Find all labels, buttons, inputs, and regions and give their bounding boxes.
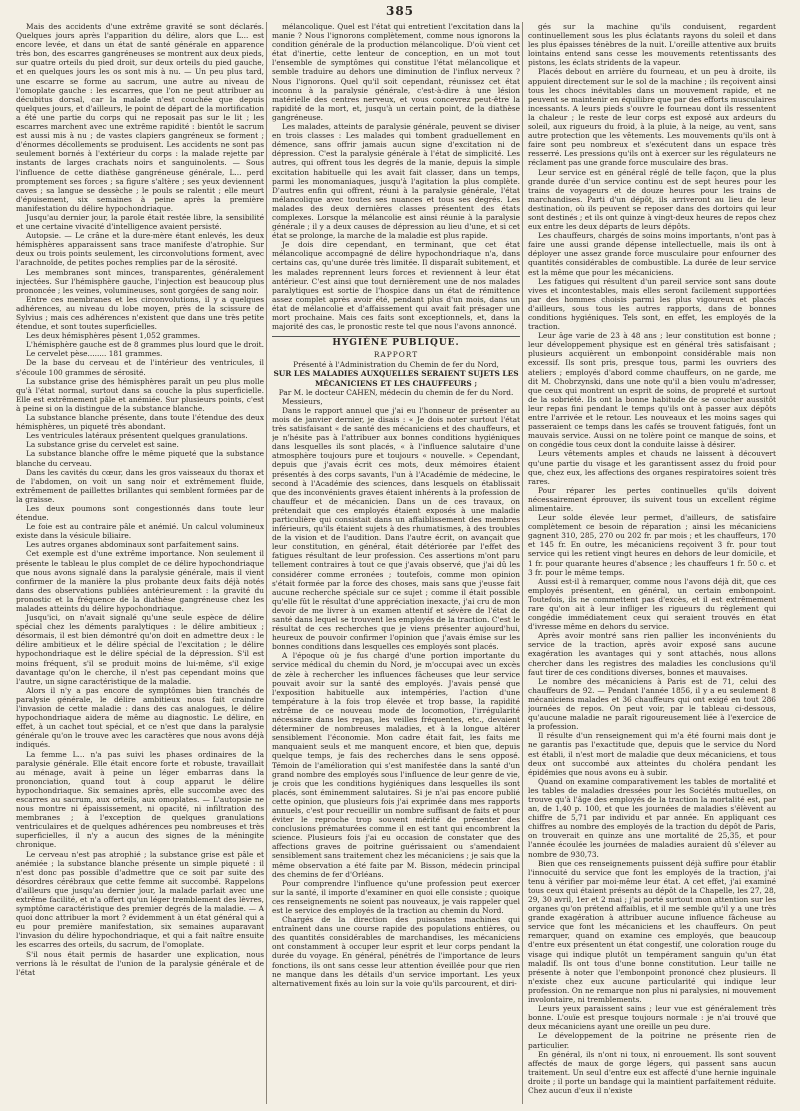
paragraph: Dans les cavités du cœur, dans les gros vaisseaux du thorax et de l'abdomen, on voit un sang noir et extrêmement fluide, extrêmement de paillettes brillantes qui semblent formées par de la graisse. <box>16 467 264 504</box>
paragraph: Placés debout en arrière du fourneau, et un peu à droite, ils appuient directement sur le sol de la machine ; ils reçoivent ainsi tous les chocs inévitables dans un mouvement rapide, et ne peuvent se maintenir en équilibre que par des efforts musculaires incessants. A leurs pieds s'ouvre le fourneau dont ils ressentent la chaleur ; le reste de leur corps est exposé aux ardeurs du soleil, aux rigueurs du froid, à la pluie, à la neige, au vent, sans autre protection que les vêtements. Les mouvements qu'ils ont à faire sont peu nombreux et s'exécutent dans un espace très resserré. Les pressions qu'ils ont à exercer sur les régulateurs ne réclament pas une grande force musculaire des bras. <box>528 67 776 168</box>
report-label: RAPPORT <box>373 350 419 360</box>
paragraph: La substance blanche offre le même piqueté que la substance blanche du cerveau. <box>16 449 264 468</box>
paragraph: Dans le rapport annuel que j'ai eu l'honneur de présenter au mois de janvier dernier, je disais : « Je dois noter surtout l'état très satisfaisant « de santé des mécaniciens et des chauffeurs, et je n'hésite pas à l'attribuer aux bonnes conditions hygiéniques dans lesquelles ils sont placés, « à l'influence salutaire d'une atmosphère toujours pure et toujours « nouvelle. » Cependant, depuis que j'avais écrit ces mots, deux mémoires étaient présentés à des corps savants, l'un à l'Académie de médecine, le second à l'Académie des sciences, dans lesquels on établissait que des inconvénients graves étaient inhérents à la profession de chauffeur et de mécanicien. Dans un de ces travaux, on prétendait que ces employés étaient exposés à une maladie particulière qui consistait dans un affaiblissement des membres inférieurs, qu'ils étaient sujets à des rhumatismes, à des troubles de la vision et de l'audition. Dans l'autre écrit, on avançait que leur constitution, en général, était détériorée par l'effet des fatigues résultant de leur profession. Ces assertions m'ont paru tellement contraires à tout ce que j'avais observé, que j'ai dû les considérer comme erronées ; toutefois, comme mon opinion s'était formée par la force des choses, mais sans que j'eusse fait aucune recherche spéciale sur ce sujet ; comme il était possible qu'elle fût le résultat d'une appréciation inexacte, j'ai cru de mon devoir de me livrer à un examen attentif et sévère de l'état de santé dans lequel se trouvent les employés de la traction. C'est le résultat de ces recherches que je viens présenter aujourd'hui, heureux de pouvoir confirmer l'opinion que j'avais émise sur les bonnes conditions dans lesquelles ces employés sont placés. <box>272 405 520 652</box>
paragraph: Jusqu'ici, on n'avait signalé qu'une seule espèce de délire spécial chez les déments paralytiques : le délire ambitieux ; désormais, il est bien démontré qu'on doit en admettre deux : le délire ambitieux et le délire spécial de l'excitation ; le délire hypochondriaque est le délire spécial de la dépression. S'il est moins fréquent, s'il se produit moins de lui-même, s'il exige davantage qu'on le cherche, il n'est pas cependant moins que l'autre, un signe caractéristique de la maladie. <box>16 613 264 686</box>
paragraph: S'il nous était permis de hasarder une explication, nous verrions là le résultat de l'union de la paralysie générale et de l'état <box>16 949 264 977</box>
report-presented: Présenté à l'Administration du Chemin de fer du Nord, <box>293 360 499 370</box>
column-middle <box>272 22 520 1104</box>
paragraph: La substance grise du cervelet est saine. <box>26 440 179 450</box>
paragraph: Les fatigues qui résultent d'un pareil service sont sans doute vives et incontestables, mais elles seront facilement supportées par des hommes choisis parmi les plus vigoureux et placés d'ailleurs, sous tous les autres rapports, dans de bonnes conditions hygiéniques. Tels sont, en effet, les employés de la traction. <box>528 276 776 332</box>
paragraph: Quand on examine comparativement les tables de mortalité et les tables de maladies dressées pour les Sociétés mutuelles, on trouve qu'à l'âge des employés de la traction la mortalité est, par an, de 1,40 p. 100, et que les journées de maladies s'élèvent au chiffre de 5,71 par individu et par année. En appliquant ces chiffres au nombre des employés de la traction du dépôt de Paris, on trouverait en quinze ans une mortalité de 25,35, et pour l'année écoulée les journées de maladies auraient dû s'élever au nombre de 930,73. <box>528 776 776 859</box>
paragraph: Les membranes sont minces, transparentes, généralement injectées. Sur l'hémisphère gauche, l'injection est beaucoup plus prononcée ; les veines, volumineuses, sont gorgées de sang noir. <box>16 267 264 295</box>
paragraph: Les autres organes abdominaux sont parfaitement sains. <box>26 540 239 550</box>
report-salutation: Messieurs, <box>282 396 323 406</box>
paragraph: Les malades, atteints de paralysie générale, peuvent se diviser en trois classes : Les malades qui tombent graduellement en démence, sans offrir jamais aucun signe d'excitation ni de dépression. C'est la paralysie générale à l'état de simplicité. Les autres, qui offrent tous les degrés de la manie, depuis la simple excitation habituelle qui les avait fait classer, dans un temps, parmi les monomaniaques, jusqu'à l'agitation la plus complète. D'autres enfin qui offrent, réuni à la paralysie générale, l'état mélancolique avec toutes ses nuances et tous ses degrés. Les malades des deux dernières classes présentent des états complexes. Lorsque la mélancolie est ainsi réunie à la paralysie générale ; il y a deux causes de dépression au lieu d'une, et si cet état se prolonge, la marche de la maladie est plus rapide. <box>272 122 520 241</box>
paragraph: Leur solde élevée leur permet, d'ailleurs, de satisfaire complètement ce besoin de réparation ; ainsi les mécaniciens gagnent 310, 285, 270 ou 202 fr. par mois ; et les chauffeurs, 170 et 145 fr. En outre, les mécaniciens reçoivent 3 fr. pour tout service qui les retient vingt heures en dehors de leur domicile, et 1 fr. pour quarante heures d'absence ; les chauffeurs 1 fr. 50 c. et 3 fr. pour le même temps. <box>528 513 776 577</box>
paragraph: Aussi est-il à remarquer, comme nous l'avons déjà dit, que ces employés présentent, en général, un certain embonpoint. Toutefois, ils ne commettent pas d'excès, et il est extrêmement rare qu'on ait à leur infliger les rigueurs du règlement qui congédie immédiatement ceux qui seraient trouvés en état d'ivresse même en dehors du service. <box>528 576 776 632</box>
paragraph: Le cerveau n'est pas atrophié ; la substance grise est pâle et anémiée ; la substance blanche présente un simple piqueté : il n'est donc pas possible d'admettre que ce soit par suite des désordres cérébraux que cette femme ait succombé. Rappelons d'ailleurs que jusqu'au dernier jour, la malade parlait avec une extrême facilité, et n'a offert qu'un léger tremblement des lèvres, symptôme caractéristique des premier degrés de la maladie. — A quoi donc attribuer la mort ? évidemment à un état général qui a eu pour première manifestation, six semaines auparavant l'invasion du délire hypochondriaque, et qui a fait naître ensuite les escarres des orteils, du sacrum, de l'omoplate. <box>16 849 264 950</box>
paragraph: Leurs vêtements amples et chauds ne laissent à découvert qu'une partie du visage et les garantissent assez du froid pour que, chez eux, les affections des organes respiratoires soient très rares. <box>528 449 776 486</box>
paragraph: L'hémisphère gauche est de 8 grammes plus lourd que le droit. <box>26 340 264 350</box>
paragraph: mélancolique. Quel est l'état qui entretient l'excitation dans la manie ? Nous l'ignorons complètement, comme nous ignorons la condition générale de la production mélancolique. D'où vient cet état d'inertie, cette lenteur de conception, en un mot tout l'ensemble de symptômes qui constitue l'état mélancolique et semble traduire au dehors une diminution de l'influx nerveux ? Nous l'ignorons. Quel qu'il soit cependant, réunissez cet état inconnu à la paralysie générale, c'est-à-dire à une lésion matérielle des centres nerveux, et vous concevrez peut-être la rapidité de la mort, et, jusqu'à un certain point, de la diathèse gangréneuse. <box>272 22 520 122</box>
paragraph: Le foie est au contraire pâle et anémié. Un calcul volumineux existe dans la vésicule biliaire. <box>16 522 264 541</box>
paragraph: La substance grise des hémisphères paraît un peu plus molle qu'à l'état normal, surtout dans sa couche la plus superficielle. Elle est extrêmement pâle et anémiée. Sur plusieurs points, c'est à peine si on la distingue de la substance blanche. <box>16 376 264 413</box>
paragraph: Cet exemple est d'une extrême importance. Non seulement il présente le tableau le plus complet de ce délire hypochondriaque que nous avons signalé dans la paralysie générale, mais il vient confirmer de la manière la plus probante deux faits déjà notés dans des observations publiées antérieurement : la gravité du pronostic et la fréquence de la diathèse gangréneuse chez les malades atteints du délire hypochondriaque. <box>16 549 264 613</box>
paragraph: A l'époque où je fus chargé d'une portion importante du service médical du chemin du Nord, je m'occupai avec un excès de zèle à rechercher les influences fâcheuses que leur service pouvait avoir sur la santé des employés. J'avais pensé que l'exposition habituelle aux intempéries, l'action d'une température à la fois trop élevée et trop basse, la rapidité extrême de ce nouveau mode de locomotion, l'irrégularité nécessaire dans les repas, les veilles fréquentes, etc., devaient déterminer de nombreuses maladies, et à la longue altérer sensiblement l'économie. Mon cadre était fait, les faits me manquaient seuls et me manquent encore, et bien que, depuis quelque temps, je fais des recherches dans le sens opposé. Témoin de l'amélioration qui s'est manifestée dans la santé d'un grand nombre des employés sous l'influence de leur genre de vie, je crois que les conditions hygiéniques dans lesquelles ils sont placés, sont éminemment salutaires. Si je n'ai pas encore publié cette opinion, que plusieurs fois j'ai exprimée dans mes rapports annuels, c'est pour recueillir un nombre suffisant de faits et pour éviter le reproche trop souvent mérité de présenter des conclusions prématurées comme il en est tant qui encombrent la science. Plusieurs fois j'ai eu occasion de constater que des affections graves de poitrine guérissaient ou s'amendaient sensiblement sans traitement chez les mécaniciens ; je sais que la même observation a été faite par M. Bisson, médecin principal des chemins de fer d'Orléans. <box>272 651 520 879</box>
paragraph: Mais des accidents d'une extrême gravité se sont déclarés. Quelques jours après l'apparition du délire, alors que L... est encore levée, et dans un état de santé générale en apparence très bon, des escarres gangréneuses se montrent aux deux pieds, sur quatre orteils du pied droit, sur deux orteils du pied gauche, et en quelques jours les os sont mis à nu. — Un peu plus tard, une escarre se forme au sacrum, une autre au niveau de l'omoplate gauche : les escarres, que l'on ne peut attribuer au décubitus dorsal, car la malade n'est couchée que depuis quelques jours, et d'ailleurs, le point de départ de la mortification a été une partie du corps qui ne reposait pas sur le lit ; les escarres marchent avec une extrême rapidité : bientôt le sacrum est aussi mis à nu ; de vastes clapiers gangréneux se forment ; d'énormes décollements se produisent. Les accidents ne sont pas seulement bornés à l'extérieur du corps : la malade rejette par instants de larges crachats noirs et sanguinolents. — Sous l'influence de cette diathèse gangréneuse générale, L... perd promptement ses forces ; sa figure s'altère ; ses yeux deviennent caves ; sa langue se dessèche ; le pouls se ralentit ; elle meurt d'épuisement, six semaines à peine après la première manifestation du délire hypochondriaque. <box>16 22 264 213</box>
report-subject: SUR LES MALADIES AUXQUELLES SERAIENT SUJETS LES MÉCANICIENS ET LES CHAUFFEURS ; <box>273 369 519 388</box>
report-author: Par M. le docteur CAHEN, médecin du chemin de fer du Nord. <box>278 387 514 397</box>
paragraph: Les chauffeurs, chargés de soins moins importants, n'ont pas à faire une aussi grande dépense intellectuelle, mais ils ont à déployer une assez grande force musculaire pour enfourner des quantités considérables de combustible. La durée de leur service est la même que pour les mécaniciens. <box>528 231 776 277</box>
paragraph: Le nombre des mécaniciens à Paris est de 71, celui des chauffeurs de 92. — Pendant l'année 1856, il y a eu seulement 8 mécaniciens malades et 36 chauffeurs qui ont exigé en tout 286 journées de repos. On peut voir, par le tableau ci-dessous, qu'aucune maladie ne paraît rigoureusement liée à l'exercice de la profession. <box>528 676 776 732</box>
paragraph: Pour comprendre l'influence qu'une profession peut exercer sur la santé, il importe d'examiner en quoi elle consiste ; quoique ces renseignements ne soient pas nouveaux, je vais rappeler quel est le service des employés de la traction au chemin du Nord. <box>272 878 520 915</box>
paragraph: Le cervelet pèse........ 181 grammes. <box>26 349 163 359</box>
paragraph: Après avoir montré sans rien pallier les inconvénients du service de la traction, après avoir exposé sans aucune exagération les avantages qui y sont attachés, nous allons chercher dans les registres des maladies les conclusions qu'il faut tirer de ces conditions diverses, bonnes et mauvaises. <box>528 631 776 677</box>
paragraph: Jusqu'au dernier jour, la parole était restée libre, la sensibilité et une certaine vivacité d'intelligence avaient persisté. <box>16 212 264 232</box>
paragraph: Leur âge varie de 23 à 48 ans ; leur constitution est bonne ; leur développement physique est en général très satisfaisant ; plusieurs acquièrent un embonpoint considérable mais non excessif. Ils sont pris, presque tous, parmi les ouvriers des ateliers ; employés d'abord comme chauffeurs, on ne garde, me dit M. Chobrzynski, dans une note qu'il a bien voulu m'adresser, que ceux qui montrent un esprit de soins, de propreté et surtout de la sobriété. Ils ont la bonne habitude de se coucher aussitôt leur repas fini pendant le temps qu'ils ont à passer aux dépôts entre l'arrivée et le retour. Les nouveaux et les moins sages qui passeraient ce temps dans les cafés se trouvent fatigués, font un mauvais service. Aussi on ne tolère point ce manque de soins, et on congédie tous ceux dont la conduite laisse à désirer. <box>528 331 776 450</box>
paragraph: De la base du cerveau et de l'intérieur des ventricules, il s'écoule 100 grammes de sérosité. <box>16 358 264 377</box>
column-left <box>16 22 264 1104</box>
paragraph: Le développement de la poitrine ne présente rien de particulier. <box>528 1031 776 1050</box>
paragraph: En général, ils n'ont ni toux, ni enrouement. Ils sont souvent affectés de maux de gorge légers, qui passent sans aucun traitement. Un seul d'entre eux est affecté d'une hernie inguinale droite ; il porte un bandage qui la maintient parfaitement réduite. Chez aucun d'eux il n'existe <box>528 1049 776 1095</box>
column-right <box>528 22 776 1104</box>
page-number: 385 <box>385 4 415 18</box>
paragraph: Alors il n'y a pas encore de symptômes bien tranchés de paralysie générale, le délire ambitieux nous fait craindre l'invasion de cette maladie : dans des cas analogues, le délire hypochondriaque aidera de même au diagnostic. Le délire, en effet, à un cachet tout spécial, et ce n'est que dans la paralysie générale qu'on le trouve avec les caractères que nous avons déjà indiqués. <box>16 685 264 750</box>
paragraph: Autopsie. — Le crâne et la dure-mère étant enlevés, les deux hémisphères apparaissent sans trace manifeste d'atrophie. Sur deux ou trois points seulement, les circonvolutions forment, avec l'arachnoïde, de petites poches remplies par de la sérosité. <box>16 231 264 268</box>
paragraph: La substance blanche présente, dans toute l'étendue des deux hémisphères, un piqueté très abondant. <box>16 413 264 432</box>
paragraph: Les ventricules latéraux présentent quelques granulations. <box>26 431 248 441</box>
paragraph: La femme L... n'a pas suivi les phases ordinaires de la paralysie générale. Elle était encore forte et robuste, travaillait au ménage, avait à peine un léger embarras dans la prononciation, quand tout à coup apparut le délire hypochondriaque. Six semaines après, elle succombe avec des escarres au sacrum, aux orteils, aux omoplates. — L'autopsie ne nous montre ni épaississement, ni opacité, ni infiltration des membranes ; à l'exception de quelques granulations ventriculaires et de quelques adhérences peu nombreuses et très superficielles, il n'y a aucun des signes de la méningite chronique. <box>16 749 264 850</box>
paragraph: Leur service est en général réglé de telle façon, que la plus grande durée d'un service continu est de sept heures pour les trains de voyageurs et de douze heures pour les trains de marchandises. Parti d'un dépôt, ils arriveront au lieu de leur destination, où ils peuvent se reposer dans des dortoirs qui leur sont destinés ; et ils ont quinze à vingt-deux heures de repos chez eux entre les deux départs de leurs dépôts. <box>528 167 776 232</box>
paragraph: Leurs yeux paraissent sains ; leur vue est généralement très bonne. L'ouïe est presque toujours normale : je n'ai trouvé que deux mécaniciens ayant une oreille un peu dure. <box>528 1004 776 1032</box>
paragraph: Chargés de la direction des puissantes machines qui entraînent dans une course rapide des populations entières, ou des quantités considérables de marchandises, les mécaniciens ont constamment à occuper leur esprit et leur corps pendant la durée du voyage. En général, pénétrés de l'importance de leurs fonctions, ils ont sans cesse leur attention éveillée pour que rien ne manque dans les détails d'un service important. Les yeux alternativement fixés au loin sur la voie qu'ils parcourent, et diri- <box>272 915 520 988</box>
paragraph: Les deux poumons sont congestionnés dans toute leur étendue. <box>16 503 264 523</box>
paragraph: gés sur la machine qu'ils conduisent, regardent continuellement sous les plus éclatants rayons du soleil et dans les plus épaisses ténèbres de la nuit. L'oreille attentive aux bruits lointains entend sans cesse les mouvements retentissants des pistons, les éclats stridents de la vapeur. <box>528 22 776 68</box>
column-divider <box>522 22 523 1104</box>
paragraph: Les deux hémisphères pèsent 1,052 grammes. <box>26 331 201 341</box>
paragraph: Bien que ces renseignements puissent déjà suffire pour établir l'innocuité du service que font les employés de la traction, j'ai tenu à vérifier par moi-même leur état. A cet effet, j'ai examiné tous ceux qui étaient présents au dépôt de la Chapelle, les 27, 28, 29, 30 avril, 1er et 2 mai ; j'ai porté surtout mon attention sur les organes qu'on prétend affaiblis, et il me semble qu'il y a une très grande exagération à attribuer aucune influence fâcheuse au service que font les mécaniciens et les chauffeurs. On peut remarquer, quand on examine ces employés, que beaucoup d'entre eux présentent un état congestif, une coloration rouge du visage qui indique plutôt un tempérament sanguin qu'un état maladif. Ils ont tous d'une bonne constitution. Leur taille ne présente à noter que l'embonpoint prononcé chez plusieurs. Il n'existe chez eux aucune particularité qui indique leur profession. On ne remarque non plus ni paralysies, ni mouvement involontaire, ni tremblements. <box>528 858 776 1005</box>
column-divider <box>266 22 267 1104</box>
paragraph: Pour réparer les pertes continuelles qu'ils doivent nécessairement éprouver, ils suivent tous un excellent régime alimentaire. <box>528 485 776 513</box>
paragraph: Je dois dire cependant, en terminant, que cet état mélancolique accompagné de délire hypochondriaque n'a, dans certains cas, qu'une durée très limitée. Il disparaît subitement, et les malades reprennent leurs forces et reviennent à leur état antérieur. C'est ainsi que tout dernièrement une de nos malades paralytiques est sortie de l'hospice dans un état de rémittence assez complet après avoir été, pendant plus d'un mois, dans un état de mélancolie et d'affaissement qui avait fait présager une mort prochaine. Mais ces faits sont exceptionnels, et, dans la majorité des cas, le pronostic reste tel que nous l'avons annoncé. <box>272 240 520 332</box>
paragraph: Entre ces membranes et les circonvolutions, il y a quelques adhérences, au niveau du lobe moyen, près de la scissure de Sylvius ; mais ces adhérences n'existent que dans une très petite étendue, et sont toutes superficielles. <box>16 294 264 332</box>
paragraph: Il résulte d'un renseignement qui m'a été fourni mais dont je ne garantis pas l'exactitude que, depuis que le service du Nord est établi, il n'est mort de maladie que deux mécaniciens, et tous deux ont succombé aux atteintes du choléra pendant les épidémies que nous avons eu à subir. <box>528 731 776 777</box>
section-title: HYGIÈNE PUBLIQUE. <box>332 338 460 349</box>
